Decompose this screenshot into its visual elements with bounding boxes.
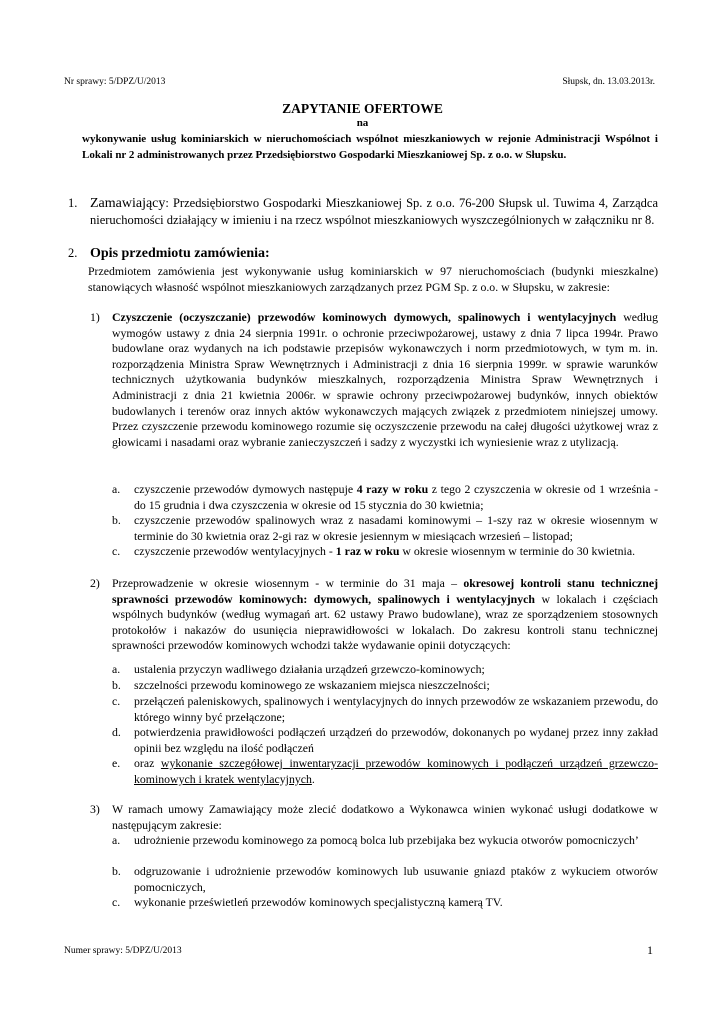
item-3-c-text: wykonanie prześwietleń przewodów kominowych specjalistyczną kamerą TV.	[134, 895, 503, 909]
item-1-c-bold: 1 raz w roku	[335, 544, 400, 558]
item-1-marker: 1)	[90, 310, 100, 324]
section-2-heading: Opis przedmiotu zamówienia:	[90, 246, 270, 261]
item-1-c-pre: czyszczenie przewodów wentylacyjnych -	[134, 544, 336, 558]
section-2-head-wrap	[90, 245, 658, 262]
item-3-a-text: udrożnienie przewodu kominowego za pomocą bolca lub przebijaka bez wykucia otworów pomocniczych’	[134, 833, 639, 847]
item-2-c-marker: c.	[112, 694, 121, 708]
item-1-a-marker: a.	[112, 482, 121, 496]
item-1-b-marker: b.	[112, 513, 121, 527]
item-2-b-marker: b.	[112, 678, 121, 692]
document-title: ZAPYTANIE OFERTOWE	[282, 101, 443, 116]
footer-case-number: Numer sprawy: 5/DPZ/U/2013	[64, 946, 182, 956]
item-2-a-marker: a.	[112, 662, 121, 676]
item-3-a	[112, 833, 658, 849]
item-1-a-post: z tego 2 czyszczenia w okresie od 1 września - do 15 grudnia i dwa czyszczenia w okresie od 15 stycznia do 30 kwietnia;	[134, 482, 659, 512]
item-1-c	[112, 544, 658, 560]
item-2-d-text: potwierdzenia prawidłowości podłączeń urządzeń do przewodów, dokonanych po wydanej przez inny zakład opinii bez względu na ilość podłączeń	[134, 725, 658, 755]
item-1-b-text: czyszczenie przewodów spalinowych wraz z nasadami kominowymi – 1-szy raz w okresie wiosennym w terminie do 30 kwietnia oraz 2-gi raz w okresie jesiennym w miesiącach wrzesień – listopad;	[134, 513, 658, 543]
section-2-intro	[88, 264, 658, 295]
item-1-c-post: w okresie wiosennym w terminie do 30 kwietnia.	[399, 544, 636, 558]
section-1-text: : Przedsiębiorstwo Gospodarki Mieszkaniowej Sp. z o.o. 76-200 Słupsk ul. Tuwima 4, Zarządca nieruchomości działający w imieniu i na rzecz wspólnot mieszkaniowych wyszczególnionych w załączniku nr 8.	[90, 196, 658, 227]
section-2-number: 2.	[68, 246, 78, 260]
item-2-e-body	[134, 756, 658, 787]
item-1-bold: Czyszczenie (oczyszczanie) przewodów kominowych dymowych, spalinowych i wentylacyjnych	[112, 310, 617, 324]
section-1-heading: Zamawiający	[90, 196, 166, 211]
item-2-bold: okresowej kontroli stanu technicznej sprawności przewodów kominowych: dymowych, spalinowych i wentylacyjnych	[112, 576, 659, 606]
item-2-a	[112, 662, 658, 678]
item-3-text: W ramach umowy Zamawiający może zlecić dodatkowo a Wykonawca winien wykonać usługi dodatkowe w następującym zakresie:	[112, 802, 658, 832]
item-3-a-marker: a.	[112, 833, 121, 847]
item-1-a-pre: czyszczenie przewodów dymowych następuje	[134, 482, 357, 496]
item-2-b	[112, 678, 658, 694]
item-1-c-body	[134, 544, 658, 560]
item-2-d	[112, 725, 658, 756]
item-3-marker: 3)	[90, 802, 100, 816]
item-1-a-bold: 4 razy w roku	[356, 482, 429, 496]
item-1-text: według wymogów ustawy z dnia 24 sierpnia 1991r. o ochronie przeciwpożarowej, ustawy z dnia 7 lipca 1994r. Prawo budowlane oraz wydanych na ich podstawie przepisów wykonawczych i norm przedmiotowych, w tym m. in. rozporządzenia Ministra Spraw Wewnętrznych i Administracji z dnia 16 sierpnia 1999r. w sprawie warunków technicznych użytkowania budynków mieszkalnych, rozporządzenia Ministra Spraw Wewnętrznych i Administracji z dnia 21 kwietnia 2006r. w sprawie ochrony przeciwpożarowej budynków, innych obiektów budowlanych i terenów oraz innych aktów wykonawczych mających związek z przedmiotem niniejszej umowy. Przez czyszczenie przewodu kominowego rozumie się oczyszczenie przewodu na całej długości użytkowej wraz z głowicami i nasadami oraz wybranie zanieczyszczeń i sadzy z wyczystki ich wyniesienie wraz z utylizacją.	[112, 310, 658, 449]
page-number: 1	[647, 943, 653, 957]
item-1	[90, 310, 658, 450]
document-title-na: na	[356, 117, 369, 129]
item-2-body	[112, 576, 658, 654]
item-2-e-post: .	[311, 771, 315, 786]
item-2-pre: Przeprowadzenie w okresie wiosennym - w terminie do 31 maja –	[112, 576, 464, 590]
item-1-c-marker: c.	[112, 544, 121, 558]
section-1-number: 1.	[68, 196, 78, 210]
section-1-body	[90, 195, 658, 229]
item-1-a	[112, 482, 658, 513]
item-2-e	[112, 756, 658, 787]
item-2-e-underline: wykonanie szczegółowej inwentaryzacji przewodów kominowych i podłączeń urządzeń grzewczo-kominowych i kratek wentylacyjnych	[134, 756, 658, 786]
item-2-d-marker: d.	[112, 725, 121, 739]
item-3-c-marker: c.	[112, 895, 121, 909]
item-1-b	[112, 513, 658, 544]
item-2-b-text: szczelności przewodu kominowego ze wskazaniem miejsca nieszczelności;	[134, 678, 490, 692]
item-2-a-text: ustalenia przyczyn wadliwego działania urządzeń grzewczo-kominowych;	[134, 662, 485, 676]
item-3-b-text: odgruzowanie i udrożnienie przewodów kominowych lub usuwanie gniazd ptaków z wykuciem otworów pomocniczych,	[134, 864, 658, 894]
header-place-date: Słupsk, dn. 13.03.2013r.	[562, 77, 655, 87]
item-2-marker: 2)	[90, 576, 100, 590]
document-subtitle: wykonywanie usług kominiarskich w nieruchomościach wspólnot mieszkaniowych w rejonie Administracji Wspólnot i Lokali nr 2 administrowanych przez Przedsiębiorstwo Gospodarki Mieszkaniowej Sp. z o.o. w Słupsku.	[82, 133, 658, 161]
item-1-body	[112, 310, 658, 450]
item-3-c	[112, 895, 658, 911]
item-3-b	[112, 864, 658, 895]
item-2-e-marker: e.	[112, 756, 121, 770]
item-3	[90, 802, 658, 833]
item-2-c	[112, 694, 658, 725]
item-2-e-pre: oraz	[134, 756, 161, 770]
item-2-c-text: przełączeń paleniskowych, spalinowych i wentylacyjnych do innych przewodów ze wskazaniem przewodu, do którego winny być przełączone;	[134, 694, 658, 724]
item-2	[90, 576, 658, 654]
item-3-b-marker: b.	[112, 864, 121, 878]
section-2-intro-text: Przedmiotem zamówienia jest wykonywanie usług kominiarskich w 97 nieruchomościach (budynki mieszkalne) stanowiących własność wspólnot mieszkaniowych zarządzanych przez PGM Sp. z o.o. w Słupsku, w zakresie:	[88, 264, 658, 294]
header-case-number: Nr sprawy: 5/DPZ/U/2013	[64, 77, 166, 87]
item-1-a-body	[134, 482, 658, 513]
item-2-post: w lokalach i częściach wspólnych budynków (według wymagań art. 62 ustawy Prawo budowlane), wraz ze sporządzeniem stosownych protokołów i nakazów do usunięcia nieprawidłowości w lokalach. Do zakresu kontroli stanu technicznej sprawności przewodów kominowych wchodzi także wydawanie opinii dotyczących:	[112, 591, 658, 653]
